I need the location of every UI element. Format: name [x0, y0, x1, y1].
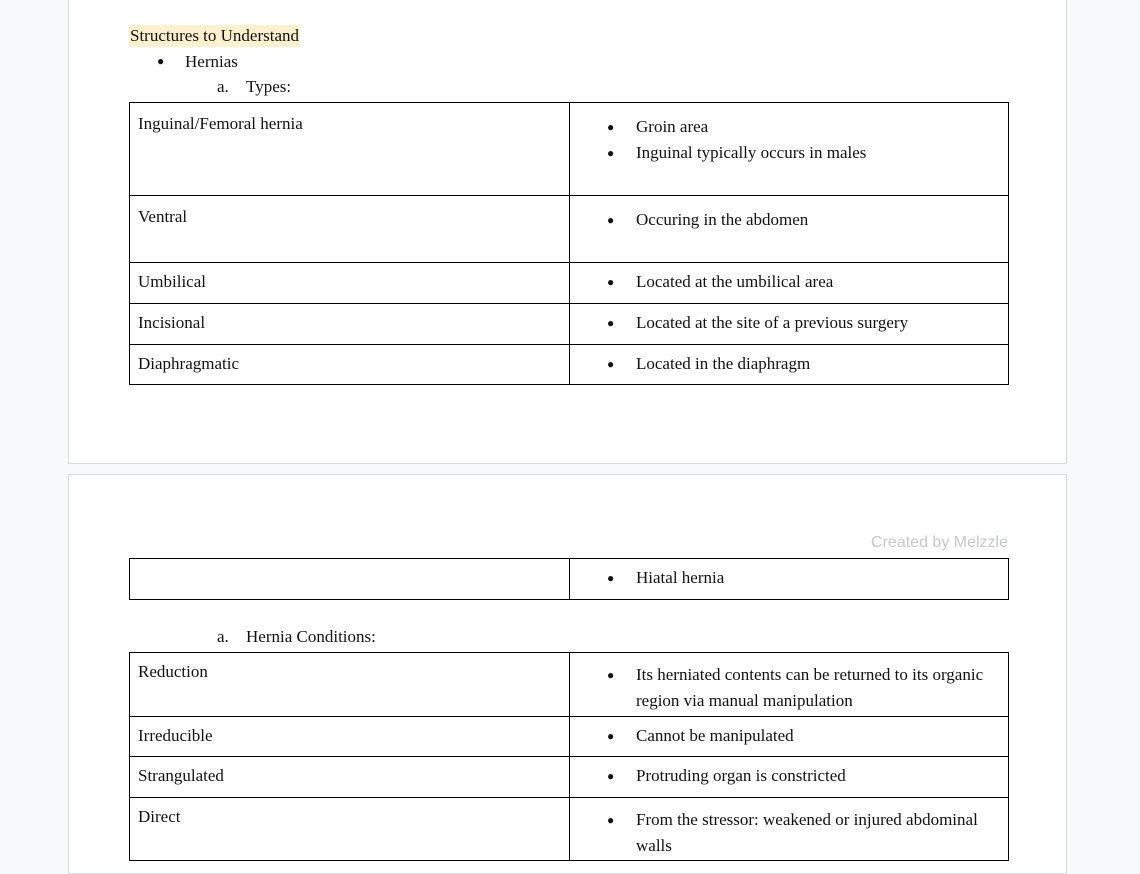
document-page-2 — [68, 474, 1067, 874]
list-marker: a. — [217, 77, 229, 96]
list-item: ● From the stressor: weakened or injured abdominal walls — [636, 807, 1000, 859]
table-row — [130, 653, 1009, 717]
conditions-list-item[interactable] — [217, 627, 376, 647]
table-row — [130, 798, 1009, 861]
table-row — [130, 345, 1009, 385]
list-item: ● Occuring in the abdomen — [636, 207, 1000, 233]
table-cell-type[interactable]: Ventral — [130, 196, 570, 263]
table-row — [130, 757, 1009, 798]
hernias-bullet-item[interactable] — [157, 51, 238, 72]
watermark-text: Created by Melzzle — [871, 534, 1008, 551]
table-cell-notes[interactable] — [570, 196, 1009, 263]
table-row — [130, 263, 1009, 304]
table-cell-notes[interactable] — [570, 304, 1009, 345]
types-label: Types: — [246, 77, 292, 96]
table-cell-condition[interactable]: Direct — [130, 798, 570, 861]
hernias-label: Hernias — [185, 52, 238, 71]
list-item: ● Cannot be manipulated — [636, 723, 1000, 749]
list-item: ● Located at the umbilical area — [636, 269, 1000, 295]
list-item: ● Protruding organ is constricted — [636, 763, 1000, 789]
table-cell-condition[interactable]: Reduction — [130, 653, 570, 717]
table-cell-type[interactable]: Diaphragmatic — [130, 345, 570, 385]
list-item: ● Groin area — [636, 114, 1000, 140]
table-cell-notes[interactable] — [570, 798, 1009, 861]
section-heading[interactable]: Structures to Understand — [130, 26, 300, 45]
table-cell-type[interactable] — [130, 559, 570, 600]
table-row — [130, 717, 1009, 757]
bullet-icon: ● — [157, 54, 165, 68]
table-cell-type[interactable]: Umbilical — [130, 263, 570, 304]
table-cell-type[interactable]: Incisional — [130, 304, 570, 345]
table-cell-notes[interactable] — [570, 559, 1009, 600]
table-row — [130, 103, 1009, 196]
list-item: ● Located at the site of a previous surgery — [636, 310, 1000, 336]
table-cell-condition[interactable]: Strangulated — [130, 757, 570, 798]
hernia-conditions-table — [129, 652, 1009, 861]
list-marker: a. — [217, 627, 229, 646]
list-item: ● Inguinal typically occurs in males — [636, 140, 1000, 166]
table-cell-notes[interactable] — [570, 757, 1009, 798]
table-cell-notes[interactable] — [570, 345, 1009, 385]
table-cell-condition[interactable]: Irreducible — [130, 717, 570, 757]
list-item: ● Its herniated contents can be returned to its organic region via manual manipulation — [636, 662, 1000, 714]
table-cell-type[interactable]: Inguinal/Femoral hernia — [130, 103, 570, 196]
table-cell-notes[interactable] — [570, 717, 1009, 757]
table-cell-notes[interactable] — [570, 103, 1009, 196]
list-item: ● Hiatal hernia — [636, 565, 1000, 591]
document-page-1 — [68, 0, 1067, 464]
table-row — [130, 559, 1009, 600]
table-cell-notes[interactable] — [570, 263, 1009, 304]
table-cell-notes[interactable] — [570, 653, 1009, 717]
hernia-types-table-continued — [129, 558, 1009, 600]
table-row — [130, 304, 1009, 345]
conditions-label: Hernia Conditions: — [246, 627, 376, 646]
hernia-types-table — [129, 102, 1009, 385]
types-list-item[interactable] — [217, 77, 291, 97]
list-item: ● Located in the diaphragm — [636, 351, 1000, 377]
table-row — [130, 196, 1009, 263]
